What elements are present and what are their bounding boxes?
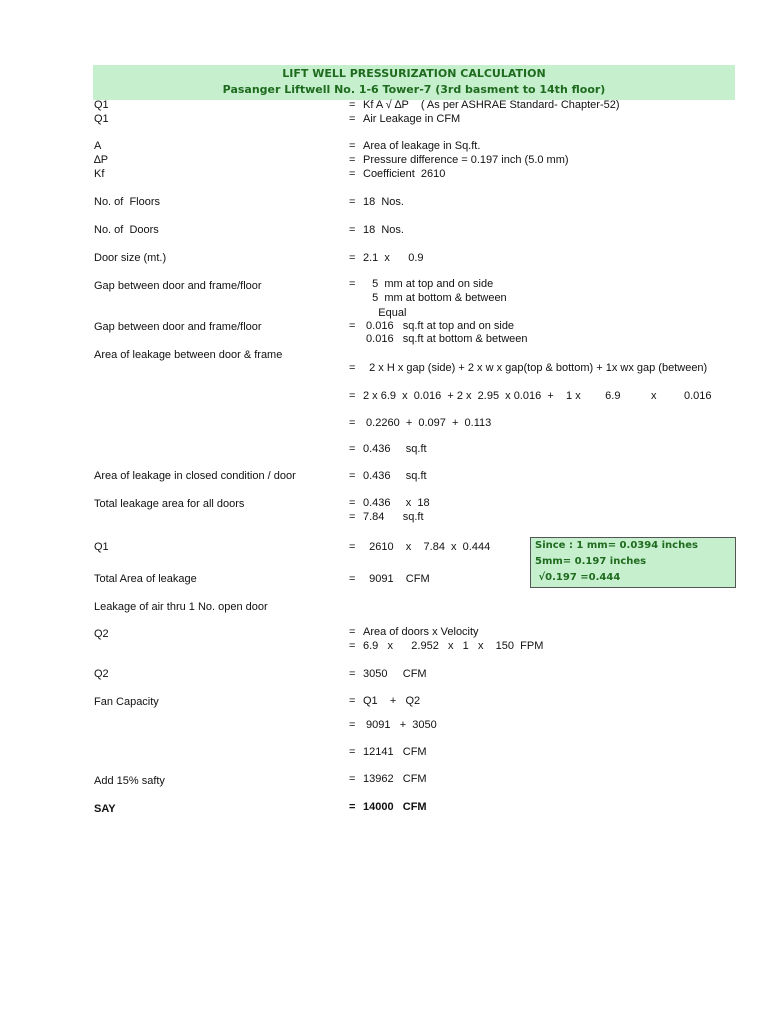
row-equals: = [349,746,356,758]
row-value: 3050 CFM [363,668,427,680]
row-label: Add 15% safty [94,775,165,787]
row-value: 0.2260 + 0.097 + 0.113 [363,417,492,429]
row-value: 0.436 sq.ft [363,443,427,455]
row-value: 0.436 x 18 [363,497,430,509]
row-value: 13962 CFM [363,773,427,785]
row-label: No. of Floors [94,196,161,208]
row-equals: = [349,497,356,509]
row-value: 14000 CFM [363,801,427,813]
row-value: 5 mm at bottom & between [363,292,507,304]
row-label: Door size (mt.) [94,252,167,264]
row-value: 5 mm at top and on side [363,278,494,290]
row-label: Gap between door and frame/floor [94,321,262,333]
row-equals: = [349,154,356,166]
row-label: Leakage of air thru 1 No. open door [94,601,268,613]
row-equals: = [349,801,356,813]
row-value: 9091 CFM [363,573,430,585]
row-value: Area of leakage in Sq.ft. [363,140,481,152]
row-equals: = [349,640,356,652]
row-value: 2 x H x gap (side) + 2 x w x gap(top & bottom) + 1x wx gap (between) [363,362,708,374]
row-equals: = [349,541,356,553]
row-value: Q1 + Q2 [363,695,421,707]
row-value: 0.016 sq.ft at bottom & between [363,333,528,345]
row-label: Q2 [94,668,109,680]
row-label: Q2 [94,628,109,640]
row-value: Pressure difference = 0.197 inch (5.0 mm) [363,154,569,166]
row-label: Q1 [94,541,109,553]
row-value: 9091 + 3050 [363,719,437,731]
note-line: √0.197 =0.444 [535,572,621,583]
note-line: 5mm= 0.197 inches [535,556,647,567]
row-equals: = [349,99,356,111]
row-value: Kf A √ ∆P ( As per ASHRAE Standard- Chapter-52) [363,99,620,111]
row-equals: = [349,573,356,585]
row-equals: = [349,140,356,152]
row-equals: = [349,417,356,429]
row-label: ∆P [94,154,109,166]
row-equals: = [349,470,356,482]
row-equals: = [349,626,356,638]
row-label: Q1 [94,113,109,125]
sheet-title: LIFT WELL PRESSURIZATION CALCULATION [282,67,546,80]
row-equals: = [349,773,356,785]
row-value: Area of doors x Velocity [363,626,479,638]
row-equals: = [349,113,356,125]
row-label: Gap between door and frame/floor [94,280,262,292]
row-value: Coefficient 2610 [363,168,446,180]
row-equals: = [349,668,356,680]
row-value: 2.1 x 0.9 [363,252,424,264]
row-equals: = [349,443,356,455]
row-equals: = [349,511,356,523]
row-label: Q1 [94,99,109,111]
row-label: Fan Capacity [94,696,159,708]
row-label: Total Area of leakage [94,573,197,585]
row-value: 2 x 6.9 x 0.016 + 2 x 2.95 x 0.016 + 1 x 6.9 x 0.016 [363,390,712,402]
row-equals: = [349,362,356,374]
row-label: Area of leakage between door & frame [94,349,283,361]
row-value: 12141 CFM [363,746,427,758]
row-equals: = [349,252,356,264]
row-label: A [94,140,102,152]
row-value: 2610 x 7.84 x 0.444 [363,541,491,553]
row-value: 0.436 sq.ft [363,470,427,482]
row-equals: = [349,168,356,180]
row-value: Equal [363,307,407,319]
row-equals: = [349,719,356,731]
note-line: Since : 1 mm= 0.0394 inches [535,540,698,551]
row-label: Total leakage area for all doors [94,498,245,510]
row-label: SAY [94,803,116,815]
row-equals: = [349,224,356,236]
row-equals: = [349,390,356,402]
row-value: 18 Nos. [363,196,404,208]
row-label: Kf [94,168,105,180]
row-equals: = [349,320,356,332]
row-value: 7.84 sq.ft [363,511,424,523]
row-value: 18 Nos. [363,224,404,236]
row-label: No. of Doors [94,224,159,236]
row-equals: = [349,278,356,290]
row-equals: = [349,196,356,208]
row-value: Air Leakage in CFM [363,113,461,125]
row-equals: = [349,695,356,707]
row-value: 6.9 x 2.952 x 1 x 150 FPM [363,640,544,652]
row-label: Area of leakage in closed condition / door [94,470,296,482]
sheet-subtitle: Pasanger Liftwell No. 1-6 Tower-7 (3rd basment to 14th floor) [222,83,606,96]
row-value: 0.016 sq.ft at top and on side [363,320,515,332]
